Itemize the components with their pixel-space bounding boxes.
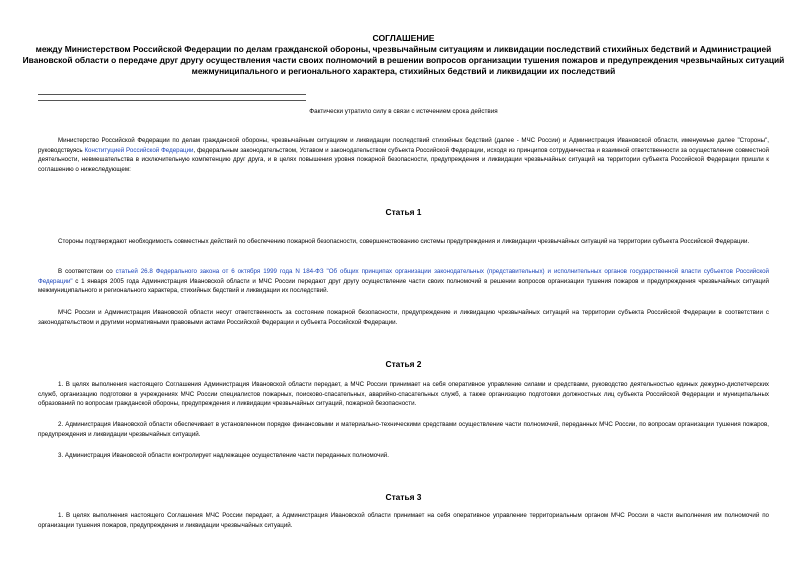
federal-law-link[interactable]: статьей 26.8 Федерального закона от 6 октября 1999 года N 184-ФЗ "Об общих принципах организации законодательных (представительных) и исполнительных органов государственной власти субъектов Российской Федерации" (38, 268, 770, 285)
divider-line (38, 100, 306, 101)
article-1-paragraph-3: МЧС России и Администрация Ивановской области несут ответственность за состояние пожарной безопасности, предупреждение и ликвидацию чрезвычайных ситуаций на территории субъекта Российской Федерации в соответствии с законодательством и другими нормативными правовыми актами Российской Федерации и субъекта Российской Федерации. (38, 309, 769, 326)
article-3-paragraph-1: 1. В целях выполнения настоящего Соглашения МЧС России передает, а Администрация Ивановской области принимает на себя оперативное управление территориальным органом МЧС России в части выполнения им полномочий по организации тушения пожаров, предупреждения и ликвидации чрезвычайных ситуаций. (38, 512, 769, 529)
document-subtitle: между Министерством Российской Федерации по делам гражданской обороны, чрезвычайным ситуациям и ликвидации последствий стихийных бедствий и Администрацией Ивановской области о передаче друг другу осуществления части своих полномочий в решении вопросов организации тушения пожаров и предупреждения чрезвычайных ситуаций межмуниципального и регионального характера, стихийных бедствий и ликвидации их последствий (22, 44, 785, 76)
preamble-text: Министерство Российской Федерации по делам гражданской обороны, чрезвычайным ситуациям и ликвидации последствий стихийных бедствий (далее - МЧС России) и Администрация Ивановской области, именуемые далее "Стороны", руководствуясь (38, 137, 769, 154)
constitution-link[interactable]: Конституцией Российской Федерации (84, 146, 194, 154)
article-1-paragraph-1: Стороны подтверждают необходимость совместных действий по обеспечению пожарной безопасности, совершенствованию системы предупреждения и ликвидации чрезвычайных ситуаций на территории субъекта Российской Федерации. (58, 238, 750, 245)
article-1-heading: Статья 1 (385, 207, 422, 217)
preamble-paragraph (38, 136, 769, 174)
article-2-paragraph-1: 1. В целях выполнения настоящего Соглашения Администрация Ивановской области передает, а МЧС России принимает на себя оперативное управление силами и средствами, руководство деятельностью единых дежурно-диспетчерских служб, организацию подготовки в учреждениях МЧС России специалистов пожарных, поисково-спасательных, аварийно-спасательных служб, а также организацию подготовки должностных лиц субъекта Российской Федерации и муниципальных образований по вопросам гражданской обороны, предупреждения и ликвидации чрезвычайных ситуаций, пожарной безопасности. (38, 381, 769, 408)
article-2-paragraph-2: 2. Администрация Ивановской области обеспечивает в установленном порядке финансовыми и материально-техническими средствами осуществление части полномочий, переданных МЧС России, по вопросам организации тушения пожаров, предупреждения и ликвидации чрезвычайных ситуаций. (38, 421, 769, 438)
document-title-block (20, 33, 787, 77)
article-3-heading: Статья 3 (385, 492, 422, 502)
article-2-paragraph-3: 3. Администрация Ивановской области контролирует надлежащее осуществление части переданных полномочий. (58, 452, 389, 459)
divider-line (38, 94, 306, 95)
paragraph-text: В соответствии со (58, 268, 116, 275)
status-note: Фактически утратило силу в связи с истечением срока действия (309, 108, 498, 115)
preamble-text: , федеральным законодательством, Уставом и законодательством субъекта Российской Федерации, исходя из принципов сотрудничества и взаимной ответственности за осуществление совместной деятельности, невмешательства в исключительную компетенцию друг друга, и в целях повышения уровня пожарной безопасности, предупреждения и ликвидации чрезвычайных ситуаций на территории субъекта Российской Федерации пришли к соглашению о нижеследующем: (38, 146, 769, 173)
article-2-heading: Статья 2 (385, 359, 422, 369)
document-heading: СОГЛАШЕНИЕ (372, 33, 435, 43)
article-1-paragraph-2 (38, 267, 769, 296)
paragraph-text: с 1 января 2005 года Администрация Ивановской области и МЧС России передают друг другу осуществление части своих полномочий в решении вопросов организации тушения пожаров и предупреждения чрезвычайных ситуаций межмуниципального и регионального характера, стихийных бедствий и ликвидации их последствий. (38, 277, 769, 295)
